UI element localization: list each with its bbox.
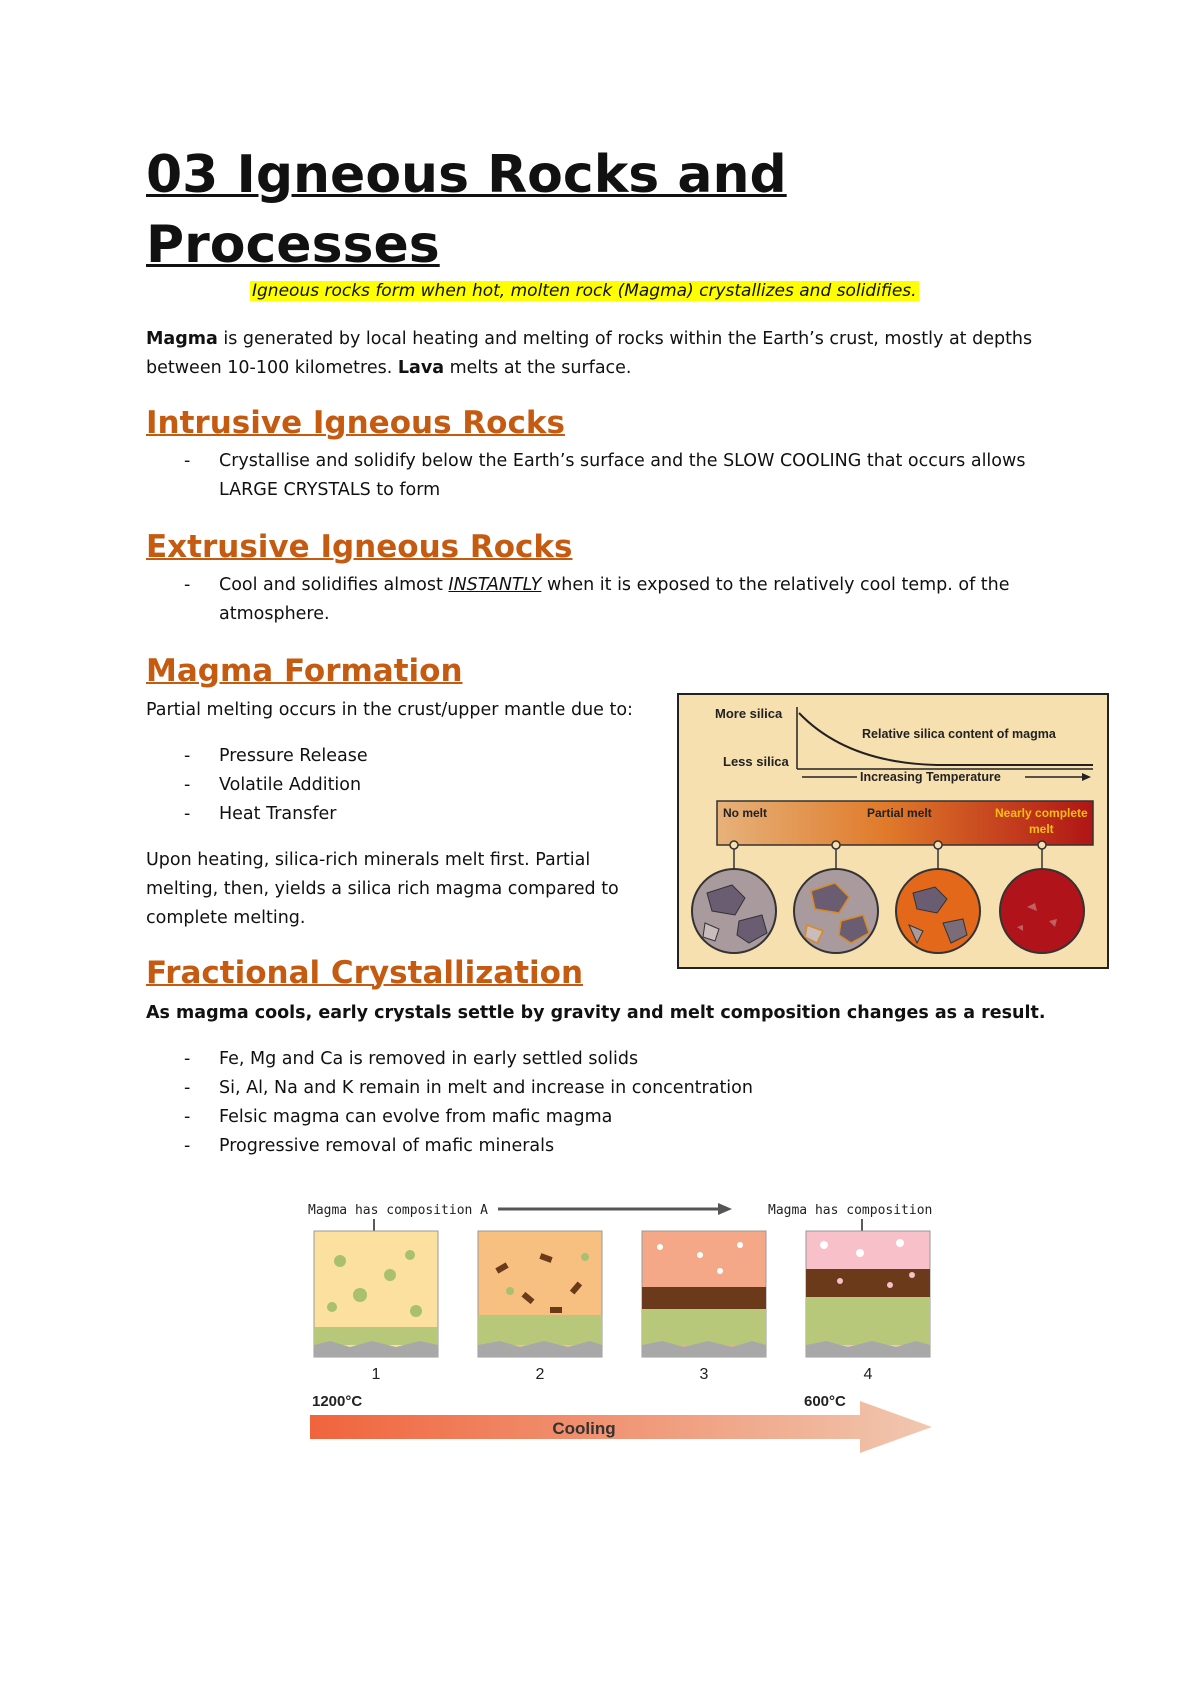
rock-disk-no-melt [692, 869, 776, 953]
partial-melting-figure [677, 693, 1109, 969]
composition-a-label: Magma has composition A [308, 1203, 489, 1218]
cooling-panel-1 [314, 1231, 438, 1357]
list-item: - Pressure Release [184, 746, 368, 766]
rock-disk-partial-melt [896, 869, 980, 953]
magma-text: is generated by local heating and melting of rocks within the Earth’s crust, mostly at depths between 10-100 kilometres. [146, 329, 1033, 378]
temp-label: Increasing Temperature [860, 770, 1001, 784]
subtitle-highlight: Igneous rocks form when hot, molten rock (Magma) crystallizes and solidifies. [252, 281, 917, 301]
extrusive-list [146, 571, 1066, 629]
magma-formation-intro: Partial melting occurs in the crust/upper mantle due to: [146, 700, 633, 720]
list-item: - Heat Transfer [184, 804, 337, 824]
lava-term: Lava [397, 358, 445, 378]
temp-start-label: 1200°C [312, 1393, 363, 1410]
partial-melt-label: Partial melt [867, 806, 932, 820]
melt-word-label: melt [1029, 822, 1054, 836]
fractional-list [146, 1045, 1066, 1161]
heading-extrusive: Extrusive Igneous Rocks [146, 529, 573, 565]
magma-term: Magma [146, 329, 218, 349]
panel-number-2: 2 [535, 1366, 545, 1383]
rock-disk-nearly-complete-melt [1000, 869, 1084, 953]
heading-fractional-crystallization: Fractional Crystallization [146, 955, 584, 991]
less-silica-label: Less silica [723, 754, 789, 769]
cooling-panel-2 [478, 1231, 602, 1357]
panel-number-3: 3 [699, 1366, 709, 1383]
temp-end-label: 600°C [804, 1393, 846, 1410]
instantly-emphasis: INSTANTLY [448, 575, 542, 595]
intrusive-list [146, 447, 1066, 505]
panel-number-1: 1 [371, 1366, 381, 1383]
rock-disk-early-melt [794, 869, 878, 953]
list-item: - Crystallise and solidify below the Earth’s surface and the SLOW COOLING that occurs allows LARGE CRYSTALS to form [184, 451, 1026, 500]
panel-number-4: 4 [863, 1366, 873, 1383]
list-item: - Felsic magma can evolve from mafic magma [184, 1107, 613, 1127]
fractional-lead: As magma cools, early crystals settle by gravity and melt composition changes as a result. [146, 1003, 1046, 1023]
cooling-label: Cooling [552, 1419, 616, 1438]
heading-intrusive: Intrusive Igneous Rocks [146, 405, 565, 441]
list-item: - Si, Al, Na and K remain in melt and increase in concentration [184, 1078, 753, 1098]
more-silica-label: More silica [715, 706, 783, 721]
heading-magma-formation: Magma Formation [146, 653, 463, 689]
magma-formation-list [146, 742, 666, 829]
no-melt-label: No melt [723, 806, 768, 820]
list-item: - Fe, Mg and Ca is removed in early settled solids [184, 1049, 639, 1069]
list-item: - Volatile Addition [184, 775, 362, 795]
cooling-panel-3 [642, 1231, 766, 1357]
list-item: - Cool and solidifies almost INSTANTLY when it is exposed to the relatively cool temp. of the atmosphere. [184, 575, 1010, 624]
composition-arrow-head [718, 1203, 732, 1215]
page-title: 03 Igneous Rocks and Processes [146, 145, 787, 275]
composition-b-label: Magma has composition [768, 1203, 933, 1218]
lava-text: melts at the surface. [444, 358, 632, 378]
intro-paragraph [146, 325, 1066, 383]
nearly-complete-label: Nearly complete [995, 806, 1088, 820]
curve-label: Relative silica content of magma [862, 727, 1056, 741]
list-item: - Progressive removal of mafic minerals [184, 1136, 555, 1156]
cooling-panel-4 [806, 1231, 930, 1357]
fractional-crystallization-figure [300, 1195, 940, 1465]
magma-formation-paragraph: Upon heating, silica-rich minerals melt first. Partial melting, then, yields a silica rich magma compared to complete melting. [146, 850, 619, 928]
